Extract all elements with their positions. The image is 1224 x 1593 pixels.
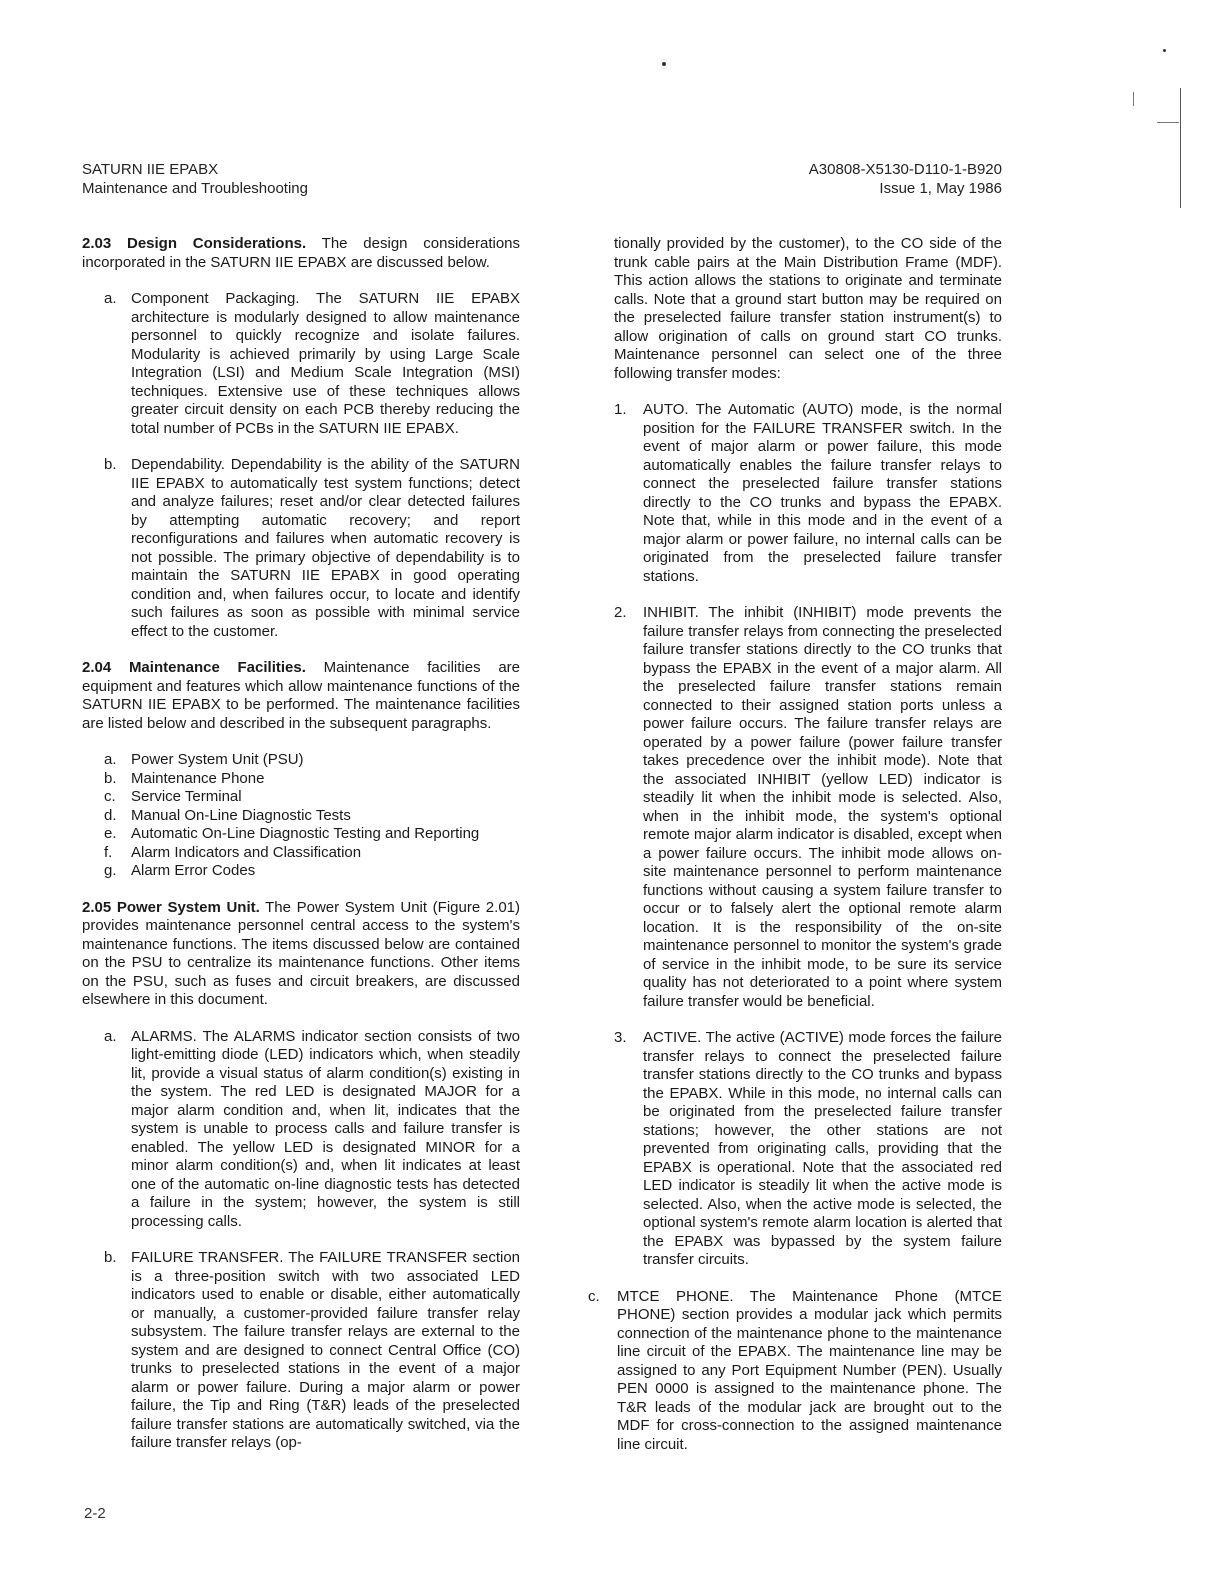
- section-intro-text: The design considerations incorporated in the SATURN IIE EPABX are discussed below.: [82, 235, 521, 271]
- list-marker: 2.: [614, 604, 627, 621]
- list-item: [82, 862, 520, 881]
- list-item: [82, 807, 520, 826]
- section-number: 2.03: [82, 235, 112, 252]
- list-item: [82, 290, 520, 438]
- list-item-text: AUTO. The Automatic (AUTO) mode, is the normal position for the FAILURE TRANSFER switch. In the event of major alarm or power failure, this mode automatically enables the failure transfer relays to connect the preselected failure transfer stations directly to the CO trunks and bypass the EPABX. Note that, while in this mode and in the event of a major alarm or power failure, no internal calls can be originated from the preselected failure transfer stations.: [643, 401, 1002, 585]
- list-item: [82, 1028, 520, 1232]
- list-item: [82, 751, 520, 770]
- list-marker: 1.: [614, 401, 627, 418]
- list-item-text: Dependability. Dependability is the ability of the SATURN IIE EPABX to automatically test system functions; detect and analyze failures; reset and/or clear detected failures by attempting automatic recovery; and report reconfigurations and failures when automatic recovery is not possible. The primary objective of dependability is to maintain the SATURN IIE EPABX in good operating condition and, when failures occur, to locate and identify such failures as soon as possible with minimal service effect to the customer.: [131, 456, 520, 640]
- list-marker: f.: [104, 843, 113, 861]
- list-item-text: Automatic On-Line Diagnostic Testing and Reporting: [131, 825, 480, 842]
- header-issue-date: Issue 1, May 1986: [879, 180, 1002, 197]
- list-item: [82, 825, 520, 844]
- list-marker: a.: [104, 751, 117, 768]
- list-item: [82, 788, 520, 807]
- list-item-text: Manual On-Line Diagnostic Tests: [131, 806, 351, 824]
- binding-edge-mark: [1157, 122, 1179, 123]
- list-marker: c.: [104, 788, 116, 805]
- right-column: [588, 235, 1002, 1472]
- list-marker: a.: [104, 290, 117, 307]
- list-marker: a.: [104, 1027, 117, 1045]
- list-marker: d.: [104, 806, 117, 824]
- section-intro-text: Maintenance facilities are equipment and features which allow maintenance functions of the SATURN IIE EPABX to be performed. The maintenance facilities are listed below and described in the subsequent paragraphs.: [82, 659, 520, 732]
- list-item-text: Alarm Error Codes: [131, 862, 256, 879]
- list-item-text: INHIBIT. The inhibit (INHIBIT) mode prevents the failure transfer relays from connecting the preselected failure transfer stations directly to the CO trunks that bypass the EPABX in the event of a major alarm. All the preselected failure transfer stations remain connected to their assigned station ports unless a power failure occurs. The failure transfer relays are operated by a power failure (power failure transfer takes precedence over the inhibit mode). Note that the associated INHIBIT (yellow LED) indicator is steadily lit when the inhibit mode is selected. Also, when in the inhibit mode, the system's optional remote major alarm indicator is disabled, except when a power failure occurs. The inhibit mode allows on-site maintenance personnel to perform maintenance functions without causing a system failure transfer to occur or to falsely alert the optional remote alarm location. It is the responsibility of the on-site maintenance personnel to monitor the system's grade of service in the inhibit mode, to be sure its service quality has not deteriorated to a point where system failure transfer would be beneficial.: [643, 604, 1002, 1010]
- list-marker: b.: [104, 456, 117, 473]
- list-marker: b.: [104, 769, 117, 787]
- scan-speck: [1163, 49, 1166, 52]
- list-item: [82, 844, 520, 863]
- section-number: 2.04: [82, 659, 112, 676]
- list-item-text: ALARMS. The ALARMS indicator section consists of two light-emitting diode (LED) indicators which, when steadily lit, provide a visual status of alarm condition(s) existing in the system. The red LED is designated MAJOR for a major alarm condition and, when lit, indicates that the system is unable to process calls and failure transfer is enabled. The yellow LED is designated MINOR for a minor alarm condition(s) and, when lit indicates at least one of the automatic on-line diagnostic tests has detected a failure in the system; however, the system is still processing calls.: [131, 1027, 520, 1230]
- header-right: [740, 160, 1002, 198]
- binding-edge-mark: [1180, 88, 1181, 208]
- list-item: [82, 456, 520, 641]
- list-item-text: MTCE PHONE. The Maintenance Phone (MTCE PHONE) section provides a modular jack which permits connection of the maintenance phone to the maintenance line circuit of the EPABX. The maintenance line may be assigned to any Port Equipment Number (PEN). Usually PEN 0000 is assigned to the maintenance phone. The T&R leads of the modular jack are brought out to the MDF for cross-connection to the assigned maintenance line circuit.: [617, 1287, 1002, 1453]
- section-2-03-intro: [82, 235, 520, 272]
- list-item-text: Maintenance Phone: [131, 769, 265, 787]
- list-item-text: ACTIVE. The active (ACTIVE) mode forces the failure transfer relays to connect the preselected failure transfer stations directly to the CO trunks and bypass the EPABX. While in this mode, no internal calls can be originated from the preselected failure transfer stations; however, the other stations are not prevented from originating calls, providing that the EPABX is operational. Note that the associated red LED indicator is steadily lit when the active mode is selected. Also, when the active mode is selected, the optional system's remote alarm location is alerted that the EPABX was bypassed by the system failure transfer circuits.: [643, 1029, 1002, 1268]
- header-section-title: Maintenance and Troubleshooting: [82, 180, 308, 197]
- transfer-mode-item: [614, 604, 1002, 1011]
- transfer-mode-item: [614, 401, 1002, 586]
- list-item-text: Component Packaging. The SATURN IIE EPABX architecture is modularly designed to allow maintenance personnel to quickly recognize and isolate failures. Modularity is achieved primarily by using Large Scale Integration (LSI) and Medium Scale Integration (MSI) techniques. Extensive use of these techniques allows greater circuit density on each PCB thereby reducing the total number of PCBs in the SATURN IIE EPABX.: [131, 290, 520, 437]
- section-title: Power System Unit.: [116, 898, 260, 916]
- transfer-mode-item: [614, 1029, 1002, 1270]
- list-item-text: FAILURE TRANSFER. The FAILURE TRANSFER section is a three-position switch with two associated LED indicators used to enable or disable, either automatically or manually, a customer-provided failure transfer relay subsystem. The failure transfer relays are external to the system and are designed to connect Central Office (CO) trunks to preselected stations in the event of a major alarm or power failure. During a major alarm or power failure, the Tip and Ring (T&R) leads of the preselected failure transfer stations are automatically switched, via the failure transfer relays (op-: [131, 1249, 520, 1451]
- continued-paragraph: tionally provided by the customer), to the CO side of the trunk cable pairs at the Main Distribution Frame (MDF). This action allows the stations to originate and terminate calls. Note that a ground start button may be required on the preselected failure transfer station instrument(s) to allow origination of calls on ground start CO trunks. Maintenance personnel can select one of the three following transfer modes:: [614, 235, 1002, 382]
- list-item: [82, 770, 520, 789]
- section-title: Design Considerations.: [127, 235, 307, 252]
- left-column: [82, 235, 520, 1453]
- section-2-04-intro: [82, 659, 520, 733]
- header-document-number: A30808-X5130-D110-1-B920: [808, 161, 1002, 178]
- list-marker: b.: [104, 1249, 117, 1266]
- list-marker: g.: [104, 862, 117, 879]
- section-intro-text: The Power System Unit (Figure 2.01) provides maintenance personnel central access to the system's maintenance functions. The items discussed below are contained on the PSU to centralize its maintenance functions. Other items on the PSU, such as fuses and circuit breakers, are discussed elsewhere in this document.: [82, 898, 520, 1008]
- section-2-05-intro: [82, 899, 520, 1010]
- list-item-text: Service Terminal: [131, 788, 242, 805]
- list-marker: e.: [104, 825, 117, 842]
- list-marker: c.: [588, 1287, 600, 1305]
- list-item: [82, 1249, 520, 1453]
- list-item-text: Alarm Indicators and Classification: [131, 843, 362, 861]
- list-marker: 3.: [614, 1029, 627, 1046]
- list-item: [588, 1288, 1002, 1455]
- list-item-text: Power System Unit (PSU): [131, 751, 304, 768]
- scan-speck: [662, 62, 666, 66]
- section-title: Maintenance Facilities.: [128, 659, 306, 676]
- page-number: 2-2: [84, 1505, 106, 1522]
- section-number: 2.05: [82, 898, 112, 916]
- header-product-title: SATURN IIE EPABX: [82, 161, 219, 178]
- header-left: [82, 160, 308, 198]
- maintenance-facilities-list: [82, 751, 520, 881]
- binding-edge-mark: [1133, 92, 1134, 106]
